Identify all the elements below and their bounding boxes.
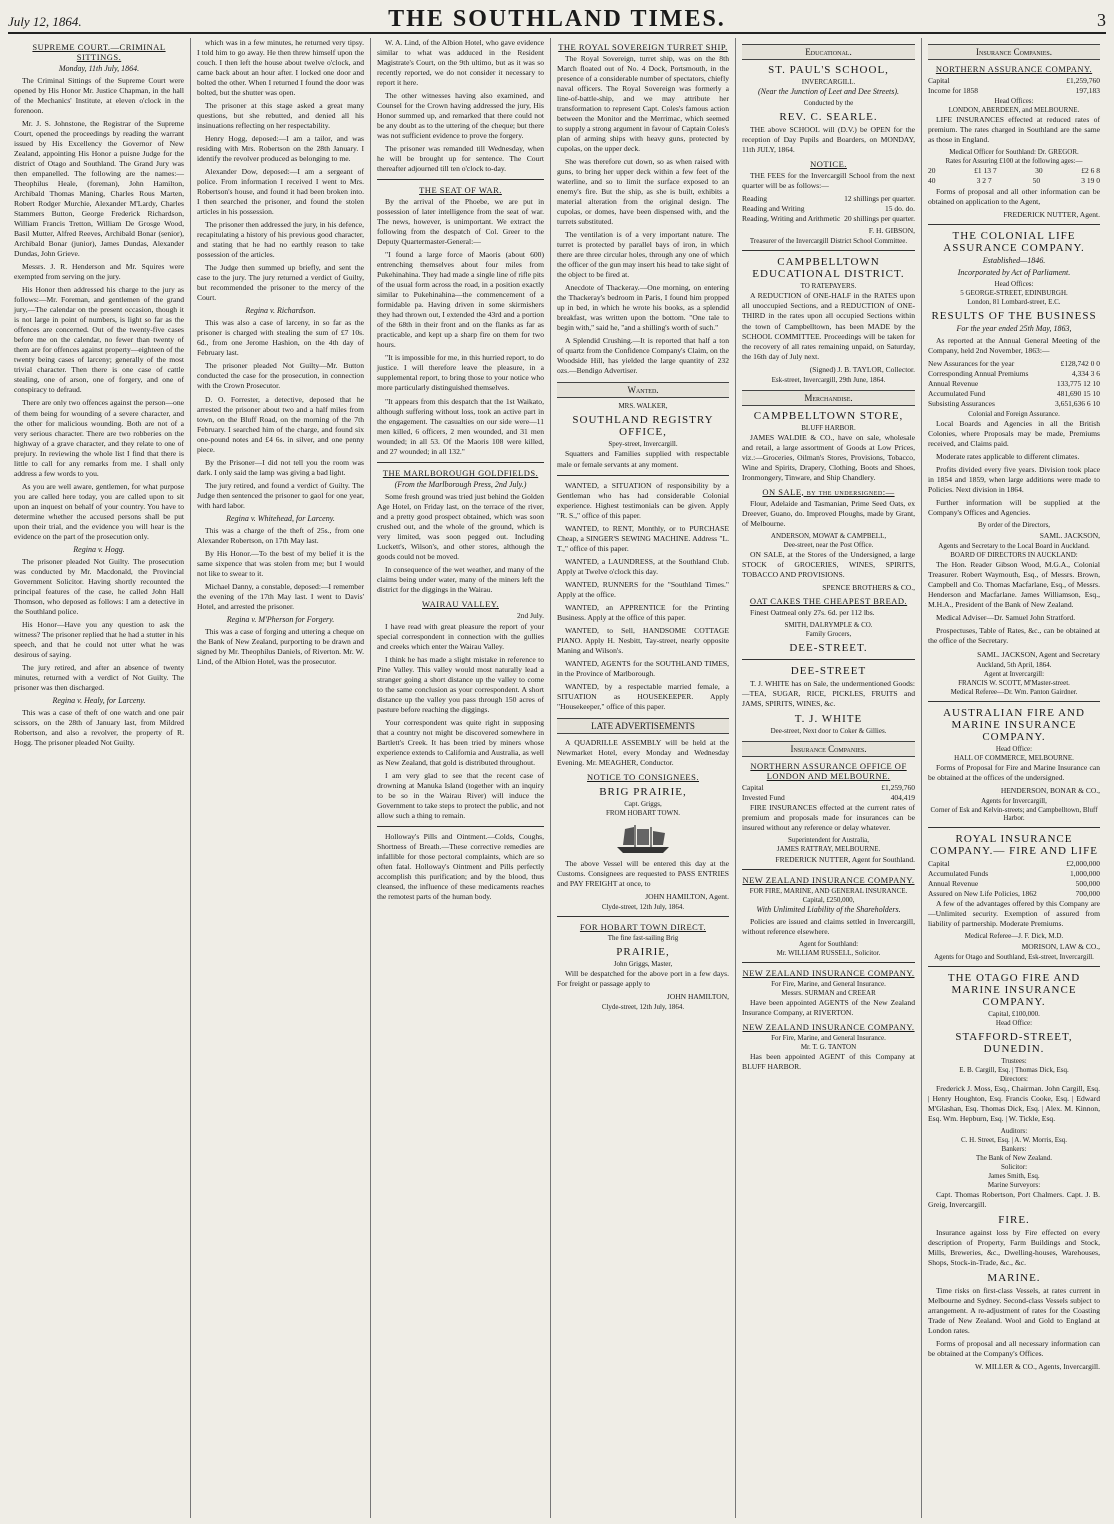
oatcakes-body: Finest Oatmeal only 27s. 6d. per 112 lbs.	[750, 607, 875, 617]
nz-insurance-names-2: Messrs. SURMAN and CREEAR	[781, 989, 876, 998]
store-sub: BLUFF HARBOR.	[801, 423, 856, 432]
nz-insurance-agent-label: Agent for Southland:	[798, 940, 859, 949]
article-paragraph: The prisoner was remanded till Wednesday, when he will be brought up for sentence. The Court thereafter adjourned till ten o'clock to-day.	[377, 144, 544, 174]
article-paragraph: I think he has made a slight mistake in reference to Pine Valley. This valley would most naturally lead a stranger going a short distance up the valley to come to the same conclusion as your correspondent. A short distance up the valley you pass through 150 acres of pasture before reaching the diggings.	[377, 654, 544, 714]
colonial-london: London, 81 Lombard-street, E.C.	[967, 297, 1061, 306]
wairau-heading: WAIRAU VALLEY.	[422, 598, 499, 609]
hobart-agent: JOHN HAMILTON,	[666, 991, 729, 1001]
colonial-signature-title: Agents and Secretary to the Local Board in Auckland.	[938, 542, 1090, 551]
wanted-ad: WANTED, AGENTS for the SOUTHLAND TIMES, in the Province of Marlborough.	[557, 658, 729, 678]
divider	[377, 826, 544, 827]
article-paragraph: The prisoner pleaded Not Guilty—Mr. Button conducted the case for the prosecution, in connection with the Crown Prosecutor.	[197, 361, 364, 391]
school-location: (Near the Junction of Leet and Dee Streets).	[758, 87, 899, 96]
white-name: T. J. WHITE	[794, 712, 863, 725]
article-paragraph: The Judge then summed up briefly, and sent the case to the jury. The jury returned a verdict of Guilty, but recommended the prisoner to the mercy of the Court.	[197, 263, 364, 303]
educational-heading: Educational.	[742, 44, 915, 60]
school-town: INVERCARGILL.	[801, 78, 856, 86]
article-paragraph: The ventilation is of a very important nature. The turret is protected by parallel bays of iron, in which there are three circular holes, through any one of which the officer of the gun may insert his head to take sight of the object to be fired at.	[557, 230, 729, 280]
life-body: LIFE INSURANCES effected at reduced rates of premium. The rates charged in Southland are the same as those in England.	[928, 115, 1100, 145]
brig-captain: Capt. Griggs,	[624, 799, 662, 808]
case-subhead: Regina v. M'Pherson for Forgery.	[226, 614, 335, 624]
australian-signature-2: Agents for Invercargill,	[981, 796, 1047, 805]
registry-address: Spey-street, Invercargill.	[608, 440, 678, 449]
nz-insurance-name-3: Mr. T. G. TANTON	[800, 1043, 857, 1052]
fire-body: Insurance against loss by Fire effected on every description of Property, Farm Buildings and Stock, Mills, Breweries, &c., Dwelling-houses, Warehouses, Shops, Stock-in-Trade, &c., &c.	[928, 1228, 1100, 1268]
royal-row: Accumulated Funds 1,000,000	[928, 868, 1100, 878]
article-paragraph: His Honor then addressed his charge to the jury as follows:—Mr. Foreman, and gentlemen of the grand jury,—The calendar on the present occasion, though it is not large in point of numbers, is light so far as the offences are concerned. Out of the twenty-five cases before me on the calendar, no fewer than twenty of them are for offences against property—eighteen of the twenty being cases of larceny; generally of the most trivial character. Then there is one case of cattle stealing, one of arson, one of forgery, and one of conspiracy to defraud.	[14, 285, 184, 395]
campbelltown-heading: CAMPBELLTOWN EDUCATIONAL DISTRICT.	[752, 256, 905, 281]
life-rates-label: Rates for Assuring £100 at the following ages:—	[945, 157, 1083, 166]
case-subhead: Regina v. Whitehead, for Larceny.	[226, 513, 335, 523]
smith-sub: Family Grocers,	[805, 629, 852, 638]
divider	[928, 701, 1100, 702]
smith-name: SMITH, DALRYMPLE & CO.	[784, 620, 873, 629]
article-paragraph: His Honor—Have you any question to ask the witness? The prisoner replied that he had a stutter in his speech, and that he could not utter what he was desirous of saying.	[14, 619, 184, 659]
medical-adviser: Medical Adviser—Dr. Samuel John Stratford.	[936, 613, 1076, 623]
school-conducted: Conducted by the	[803, 99, 854, 107]
article-paragraph: This was a case of forging and uttering a cheque on the Bank of New Zealand, purporting to be drawn and signed by Mr. Theophilus Daniels, of Riverton. Mr. W. Lind, of the Albion Hotel, was the prosecutor.	[197, 626, 364, 666]
results-row: Subsisting Assurances 3,651,636 6 10	[928, 399, 1100, 409]
article-paragraph: The jury retired, and after an absence of twenty minutes, returned with a verdict of Not Guilty. The prisoner was then discharged.	[14, 662, 184, 692]
otago-surveyors: Capt. Thomas Robertson, Port Chalmers. Capt. J. B. Greig, Invercargill.	[928, 1190, 1100, 1210]
onsale-body: Flour, Adelaide and Tasmanian, Prime Seed Oats, ex Dreever, Guano, do. Improved Ploughs, made by Grant, of Melbourne.	[742, 498, 915, 528]
article-paragraph: This was a case of theft of one watch and one pair scissors, on the 28th of January last, from Mildred Robertson, and also a revolver, the property of R. Hogg. The prisoner pleaded Not Guilty.	[14, 707, 184, 747]
case-subhead: Regina v. Hogg.	[73, 544, 125, 554]
colonial-foreign: Colonial and Foreign Assurance.	[968, 410, 1060, 419]
article-paragraph: Michael Danny, a constable, deposed:—I remember the evening of the 17th May last. I went to Davis' Hotel, and arrested the prisoner.	[197, 581, 364, 611]
campbelltown-signature: (Signed) J. B. TAYLOR, Collector.	[809, 364, 915, 374]
article-paragraph: As you are well aware, gentlemen, for what purpose you are called here today, you are called upon to sit upon an inquest on behalf of your country. You have to determine whether the accused persons shall be put upon their trial, and the evidence you will hear is the evidence on the part of the prosecution only.	[14, 481, 184, 541]
registry-body: Squatters and Families supplied with respectable male or female servants at any moment.	[557, 449, 729, 469]
fee-row: Reading 12 shillings per quarter.	[742, 194, 915, 204]
nz-insurance-sub-3: For Fire, Marine, and General Insurance.	[771, 1034, 886, 1043]
australian-body: Forms of Proposal for Fire and Marine Insurance can be obtained at the offices of the undersigned.	[928, 762, 1100, 782]
colonial-address: 5 GEORGE-STREET, EDINBURGH.	[960, 288, 1068, 297]
results-row: Corresponding Annual Premiums 4,334 3 6	[928, 368, 1100, 378]
divider	[742, 869, 915, 870]
marine-signature: W. MILLER & CO., Agents, Invercargill.	[975, 1362, 1100, 1372]
capital-row: Capital £1,259,760	[742, 782, 915, 792]
results-row: New Assurances for the year £128,742 0 0	[928, 358, 1100, 368]
royal-row: Assured on New Life Policies, 1862 700,000	[928, 888, 1100, 898]
nz-insurance-body: Policies are issued and claims settled in Invercargill, without reference elsewhere.	[742, 917, 915, 937]
seat-of-war-heading: THE SEAT OF WAR.	[419, 185, 502, 196]
column-1	[8, 38, 191, 1518]
superintendent-label: Superintendent for Australia,	[787, 836, 870, 845]
divider	[742, 962, 915, 963]
article-paragraph: By the arrival of the Phoebe, we are put in possession of later intelligence from the seat of war. The news, however, is unimportant. We extract the following from the despatch of Col. Greer to the Deputy Quartermaster-General:—	[377, 197, 544, 247]
otago-address: STAFFORD-STREET, DUNEDIN.	[955, 1031, 1073, 1056]
nz-insurance-body-2: Have been appointed AGENTS of the New Zealand Insurance Company, at RIVERTON.	[742, 998, 915, 1018]
campbelltown-body: A REDUCTION of ONE-HALF in the RATES upon all unoccupied Sections, and a REDUCTION of ONE-THIRD in the rates upon all occupied Sections within the town of Campbelltown, has been MADE by the SCHOOL COMMITTEE. Proceedings will be taken for the recovery of all rates remaining unpaid, on Saturday, the 16th day of July next.	[742, 291, 915, 361]
white-heading: DEE-STREET	[790, 664, 867, 677]
otago-bankers-label: Bankers:	[1001, 1145, 1027, 1154]
life-medical: Medical Officer for Southland: Dr. GREGOR.	[949, 148, 1079, 157]
wairau-date: 2nd July.	[516, 610, 544, 620]
campbelltown-address: Esk-street, Invercargill, 29th June, 1864.	[771, 375, 886, 384]
article-paragraph: "I found a large force of Maoris (about 600) entrenching themselves about four miles from Pukehinahina. They had made a single line of rifle pits of the usual form across the road, in a position exactly similar to Pukehinahina—the commencement of a formidable pa. Having driven in some skirmishers they had thrown out, I extended the 43rd and a portion of the 68th in their front and on the flanks as far as practicable, and kept up a sharp fire on them for two hours.	[377, 250, 544, 350]
secretary-signature: SAML. JACKSON, Agent and Secretary	[977, 649, 1100, 659]
rates-row: 20 £1 13 7 30 £2 6 8	[928, 166, 1100, 176]
hobart-ship: PRAIRIE,	[616, 945, 670, 958]
colonial-incorporated: Incorporated by Act of Parliament.	[957, 267, 1071, 277]
nz-insurance-sub-2: For Fire, Marine, and General Insurance.	[771, 980, 886, 989]
australian-heading: AUSTRALIAN FIRE AND MARINE INSURANCE COMPANY.	[943, 706, 1085, 743]
wanted-ad: WANTED, RUNNERS for the "Southland Times." Apply at the office.	[557, 579, 729, 599]
article-paragraph: Alexander Dow, deposed:—I am a sergeant of police. From information I received I went to Mrs. Robertson's house, and found it had been broken into. I then searched the prisoner, and found the stolen articles in his possession.	[197, 167, 364, 217]
article-paragraph: Henry Hogg, deposed:—I am a tailor, and was residing with Mrs. Robertson on the 28th January. I identify the revolver produced as belonging to me.	[197, 134, 364, 164]
article-paragraph: The Royal Sovereign, turret ship, was on the 8th March floated out of No. 4 Dock, Portsmouth, in the presence of a considerable number of spectators, chiefly naval officers. The Royal Sovereign was formerly a line-of-battle-ship, and we may attribute her transformation to represent Capt. Coles's famous action between the Monitor and the Merrimac, which seemed to supply a strong argument in favour of Captain Coles's plan of arming ships with heavy guns, protected by cupolas, on the upper deck.	[557, 54, 729, 154]
column-2	[191, 38, 371, 1518]
otago-directors: Frederick J. Moss, Esq., Chairman. John Cargill, Esq. | Henry Houghton, Esq. Francis Cooke, Esq. | Edward M'Glashan, Esq. Thomas Dick, Esq. | Alex. M. Kinnon, Esq. Wm. Hepburn, Esq. | W. Tickle, Esq.	[928, 1084, 1100, 1124]
divider	[928, 827, 1100, 828]
secretary-address: Auckland, 5th April, 1864.	[976, 660, 1052, 669]
article-paragraph: D. O. Forrester, a detective, deposed that he arrested the prisoner about two and a half miles from town, on the Bluff Road, on the morning of the 7th February. I searched him of the charge, and found six one-pound notes and £4 6s. in silver, and one penny piece.	[197, 394, 364, 454]
brig-agent: JOHN HAMILTON, Agent.	[645, 891, 729, 901]
sailing-ship-icon	[613, 821, 673, 855]
hobart-heading: FOR HOBART TOWN DIRECT.	[579, 921, 707, 932]
wanted-ad: WANTED, a LAUNDRESS, at the Southland Club. Apply at Twelve o'clock this day.	[557, 556, 729, 576]
article-paragraph: I have read with great pleasure the report of your special correspondent in connection with the gullies and creeks which enter the Wairau Valley.	[377, 621, 544, 651]
oatcakes-heading: OAT CAKES THE CHEAPEST BREAD.	[749, 595, 908, 606]
wanted-ad: WANTED, by a respectable married female, a SITUATION as HOUSEKEEPER. Apply "Housekeeper," office of this paper.	[557, 681, 729, 711]
article-paragraph: W. A. Lind, of the Albion Hotel, who gave evidence similar to what was adduced in the Resident Magistrate's Court, on the 9th ultimo, but as it was so recently reported, we do not consider it necessary to report it here.	[377, 38, 544, 88]
royal-body: A few of the advantages offered by this Company are—Unlimited security. Exemption of assured from liability of partnership. Moderate Premiums.	[928, 899, 1100, 929]
notice-body: THE FEES for the Invercargill School from the next quarter will be as follows:—	[742, 171, 915, 191]
columns	[8, 38, 1106, 1518]
superintendent-name: JAMES RATTRAY, MELBOURNE.	[776, 845, 881, 854]
wanted-ad: WANTED, a SITUATION of responsibility by a Gentleman who has had considerable Colonial experience. Highest testimonials can be given. Apply "R. S.," office of this paper.	[557, 480, 729, 520]
nz-insurance-heading-2: NEW ZEALAND INSURANCE COMPANY.	[742, 968, 915, 979]
article-paragraph: The other witnesses having also examined, and Counsel for the Crown having addressed the jury, His Honor summed up, and remarked that there could not be any doubt as to the uttering of the cheque; but there was not sufficient evidence to prove the forgery.	[377, 91, 544, 141]
results-body: As reported at the Annual General Meeting of the Company, held 2nd November, 1863:—	[928, 335, 1100, 355]
hobart-master: John Griggs, Master,	[613, 959, 673, 968]
article-paragraph: She was therefore cut down, so as when raised with guns, to bring her upper deck within a few feet of the waterline, and so to limit the surface exposed to an enemy's fire. But the ship, as she is built, exhibits a material alteration from the original design. The cupolas, or domes, have been dispensed with, and the turrets substituted.	[557, 157, 729, 227]
article-paragraph: This was a charge of the theft of 25s., from one Alexander Robertson, on 17th May last.	[197, 525, 364, 545]
fee-row: Reading and Writing 15 do. do.	[742, 204, 915, 214]
otago-trustees-label: Trustees:	[1001, 1057, 1027, 1066]
brig-name: BRIG PRAIRIE,	[599, 785, 687, 798]
smith-address: DEE-STREET.	[789, 641, 868, 654]
wanted-ad: WANTED, to Sell, HANDSOME COTTAGE PIANO. Apply H. Nesbitt, Tay-street, nearly opposite Maning and Wilson's.	[557, 625, 729, 655]
supreme-court-dateline: Monday, 11th July, 1864.	[58, 64, 140, 73]
article-paragraph: The prisoner then addressed the jury, in his defence, recapitulating a history of his previous good character, and stating that he had no earthly reason to take possession of the articles.	[197, 220, 364, 260]
fees-signature: F. H. GIBSON,	[868, 226, 915, 236]
board-body: The Hon. Reader Gibson Wood, M.G.A., Colonial Treasurer. Robert Waymouth, Esq., of Messrs. Brown, Campbell and Co. Thomas Macfarlane, Esq., of Messrs. Henderson and Macfarlane. James Williamson, Esq., M.H.A., President of the Bank of New Zealand.	[928, 560, 1100, 610]
column-4	[551, 38, 736, 1518]
colonial-rates: Moderate rates applicable to different climates.	[936, 452, 1080, 462]
brig-body: The above Vessel will be entered this day at the Customs. Consignees are requested to PASS ENTRIES and PAY FREIGHT at once, to	[557, 858, 729, 888]
invercargill-agent-label: Agent at Invercargill:	[983, 669, 1045, 678]
results-row: Annual Revenue 133,775 12 10	[928, 378, 1100, 388]
campbelltown-sub: TO RATEPAYERS.	[800, 282, 857, 291]
colonial-signature: SAML. JACKSON,	[1039, 531, 1100, 541]
prospectus: Prospectuses, Table of Rates, &c., can be obtained at the office of the Secretary.	[928, 626, 1100, 646]
wanted-ad: WANTED, an APPRENTICE for the Printing Business. Apply at the office of this paper.	[557, 602, 729, 622]
wanted-ad: WANTED, to RENT, Monthly, or to PURCHASE Cheap, a SINGER'S SEWING MACHINE. Address "L. T.," office of this paper.	[557, 523, 729, 553]
hobart-sub: The fine fast-sailing Brig	[607, 933, 679, 942]
divider	[557, 916, 729, 917]
insurance-heading: Insurance Companies.	[742, 741, 915, 757]
fire-agent: FREDERICK NUTTER, Agent for Southland.	[775, 855, 915, 865]
income-row: Income for 1858 197,183	[928, 86, 1100, 96]
holloway-advert: Holloway's Pills and Ointment.—Colds, Coughs, Shortness of Breath.—These corrective remedies are infallible for those pectoral complaints, which are so often fatal. Holloway's Ointment and Pills perfectly accomplish this purification; and by the blood, thus cleansed, the influence of these medicaments reaches the remotest parts of the human body.	[377, 832, 544, 902]
divider	[742, 659, 915, 660]
article-paragraph: "It appears from this despatch that the 1st Waikato, although suffering without loss, took an active part in the engagement. The casualties on our side were—11 men killed, 6 officers, 2 men wounded, and 31 men wounded; in all 53. Of the Maoris 108 were killed, and 27 wounded; in all 132."	[377, 396, 544, 456]
wanted-section-heading: Wanted.	[557, 382, 729, 398]
royal-heading: ROYAL INSURANCE COMPANY.— FIRE AND LIFE	[930, 832, 1098, 857]
results-sub: For the year ended 25th May, 1863,	[956, 323, 1072, 333]
colonial-heading: THE COLONIAL LIFE ASSURANCE COMPANY.	[943, 229, 1085, 254]
life-agent: FREDERICK NUTTER, Agent.	[1003, 209, 1100, 219]
case-subhead: Regina v. Richardson.	[245, 306, 316, 316]
white-body: T. J. WHITE has on Sale, the undermentioned Goods:—TEA, SUGAR, RICE, PICKLES, FRUITS and JAMS, SPIRITS, WINES, &c.	[742, 678, 915, 708]
nz-insurance-body-3: Has been appointed AGENT of this Company at BLUFF HARBOR.	[742, 1052, 915, 1072]
article-paragraph: The prisoner at this stage asked a great many questions, but she rebutted, and denied all his insinuations reflecting on her respectability.	[197, 101, 364, 131]
capital-row: Capital £1,259,760	[928, 76, 1100, 85]
marlborough-heading: THE MARLBOROUGH GOLDFIELDS.	[382, 467, 539, 478]
divider	[928, 224, 1100, 225]
marine-forms: Forms of proposal and all necessary information can be obtained at the Company's Offices.	[928, 1339, 1100, 1359]
column-6	[922, 38, 1106, 1518]
nz-insurance-sub: FOR FIRE, MARINE, AND GENERAL INSURANCE.	[749, 887, 908, 896]
invercargill-referee: Medical Referee—Dr. Wm. Panton Gairdner.	[950, 687, 1078, 696]
invested-row: Invested Fund 404,419	[742, 792, 915, 802]
colonial-further: Further information will be supplied at the Company's Offices and Agencies.	[928, 498, 1100, 518]
brig-date: Clyde-street, 12th July, 1864.	[601, 902, 685, 911]
merchandise-heading: Merchandise.	[742, 390, 915, 406]
australian-address: Corner of Esk and Kelvin-streets; and Campbelltown, Bluff Harbor.	[930, 805, 1098, 822]
otago-directors-label: Directors:	[1000, 1075, 1028, 1084]
otago-bankers: The Bank of New Zealand.	[976, 1154, 1052, 1163]
consignees-heading: NOTICE TO CONSIGNEES.	[587, 771, 699, 782]
school-reverend: REV. C. SEARLE.	[779, 111, 878, 123]
northern-office-heading: NORTHERN ASSURANCE OFFICE OF LONDON AND MELBOURNE.	[750, 760, 907, 781]
divider	[557, 475, 729, 476]
thackeray-anecdote: Anecdote of Thackeray.—One morning, on entering the Thackeray's bedroom in Paris, I found him propped up in bed, in which he wrote his books, as a splendid breakfast, was written upon the bottom. "One tale to begin with," said he, "and a shilling's worth of such."	[557, 283, 729, 333]
crushing-item: A Splendid Crushing.—It is reported that half a ton of quartz from the Confidence Company's Claim, on the Woodside Hill, has yielded the large quantity of 232 ozs.—Bendigo Advertiser.	[557, 336, 729, 376]
marlborough-source: (From the Marlborough Press, 2nd July.)	[394, 479, 527, 489]
article-paragraph: By His Honor.—To the best of my belief it is the same sixpence that was stolen from me; but I would not like to swear to it.	[197, 548, 364, 578]
article-paragraph: Some fresh ground was tried just behind the Golden Age Hotel, on Friday last, on the terrace of the river, and a pretty good prospect obtained, which was soon crushed out, and the whole of the ground, which is very limited, was soon pegged out. Including Luckett's, Wilson's, and other stores, although the goods could not be moved.	[377, 491, 544, 561]
colonial-body: Local Boards and Agencies in all the British Colonies, where Proposals may be made, Premiums received, and Claims paid.	[928, 419, 1100, 449]
divider	[377, 462, 544, 463]
nz-insurance-heading-3: NEW ZEALAND INSURANCE COMPANY.	[742, 1022, 915, 1033]
australian-hall: HALL OF COMMERCE, MELBOURNE.	[954, 753, 1074, 762]
fire-body: FIRE INSURANCES effected at the current rates of premium and proposals made for insurances can be insured without any reference or delay whatever.	[742, 803, 915, 833]
article-paragraph: There are only two offences against the person—one of them being for wounding of a severe character, and the other for malicious wounding. Both are not of a very serious character. There are two robberies on the highway of a grave character, and they relate to one of prejury. In reviewing the whole list I find that there is little to call for any remarks from me. I shall only address a few words to you.	[14, 398, 184, 478]
hobart-date: Clyde-street, 12th July, 1864.	[601, 1002, 685, 1011]
colonial-order: By order of the Directors,	[977, 521, 1051, 530]
otago-solicitor: James Smith, Esq.	[988, 1172, 1040, 1181]
notice-heading: NOTICE.	[810, 159, 847, 170]
nz-insurance-capital: Capital, £250,000,	[802, 896, 855, 905]
article-paragraph: By the Prisoner—I did not tell you the room was dark. I only said the lamp was giving a bad light.	[197, 457, 364, 477]
newspaper-title: THE SOUTHLAND TIMES.	[388, 6, 726, 32]
anderson-address: Dee-street, near the Post Office.	[783, 540, 874, 549]
otago-surveyors-label: Marine Surveyors:	[987, 1181, 1041, 1190]
royal-signature: MORISON, LAW & CO.,	[1021, 942, 1100, 952]
nz-insurance-heading: NEW ZEALAND INSURANCE COMPANY.	[742, 875, 915, 886]
masthead	[8, 6, 1106, 34]
otago-heading: THE OTAGO FIRE AND MARINE INSURANCE COMPANY.	[947, 972, 1081, 1009]
supreme-court-heading: SUPREME COURT.—CRIMINAL SITTINGS.	[32, 42, 166, 62]
results-heading: RESULTS OF THE BUSINESS	[931, 309, 1097, 322]
head-offices-label: Head Offices:	[994, 97, 1034, 106]
marine-body: Time risks on first-class Vessels, at rates current in Melbourne and Sydney. Second-class Vessels subject to arrangement. A re-adjustment of rates for the Coasting Trade of New Zealand. Wool and Gold to England at London rates.	[928, 1286, 1100, 1336]
case-subhead: Regina v. Healy, for Larceny.	[52, 695, 146, 705]
colonial-established: Established—1846.	[982, 255, 1046, 265]
store-body: JAMES WALDIE & CO., have on sale, wholesale and retail, a large assortment of Goods at Low Prices, viz.:—Groceries, Oilman's Stores, Provisions, Tobacco, Wine and Spirits, Drapery, Clothing, Boots and Shoes, Ironmongery, Tinware, and Ship Chandlery.	[742, 432, 915, 482]
page-number: 3	[1097, 10, 1106, 30]
otago-head-label: Head Office:	[995, 1019, 1033, 1028]
nz-insurance-agent: Mr. WILLIAM RUSSELL, Solicitor.	[776, 949, 881, 958]
nz-insurance-liability: With Unlimited Liability of the Shareholders.	[756, 905, 901, 915]
school-body: THE above SCHOOL will (D.V.) be OPEN for the reception of Day Pupils and Boarders, on MONDAY, 11th JULY, 1864.	[742, 125, 915, 155]
article-paragraph: Mr. J. S. Johnstone, the Registrar of the Supreme Court, opened the proceedings by reading the warrant issued by His Excellency the Governor of New Zealand, appointing His Honor a puisne Judge for the district of Otago and Southland. The Grand Jury was then empanelled. The following are the names:—Theophilus Heale, (foreman), John Hamilton, Archibald Thomas Maning, Charles Rous Marten, Robert Rodger Murchie, Alexander M'Lardy, Charles Stammers Button, George Frederick Richardson, William Francis Tretton, William De Grosge Wood, Basil Mutter, Alfred Reeves, Archibald Bonar (senior), Archibald Bonar (junior), James Dundas, Alexander Dundas, John Grieve.	[14, 119, 184, 259]
article-paragraph: Your correspondent was quite right in supposing that a country not might be discovered somewhere in Bartlett's Creek. It has been tried by miners whose experience extends to California and Australia, as well as New Zealand, that gold is distributed throughout.	[377, 717, 544, 767]
quadrille-ad: A QUADRILLE ASSEMBLY will be held at the Newmarket Hotel, every Monday and Wednesday Evening. Mr. MEAGHER, Conductor.	[557, 737, 729, 767]
head-offices-cities: LONDON, ABERDEEN, and MELBOURNE.	[948, 106, 1080, 115]
life-forms: Forms of proposal and all other information can be obtained on application to the Agent,	[928, 186, 1100, 206]
royal-row: Capital £2,000,000	[928, 858, 1100, 868]
divider	[742, 250, 915, 251]
colonial-profits: Profits divided every five years. Division took place in 1854 and 1859, when large additions were made to Policies. Next division in 1864.	[928, 465, 1100, 495]
australian-signature: HENDERSON, BONAR & CO.,	[1000, 785, 1100, 795]
article-paragraph: The prisoner pleaded Not Guilty. The prosecution was conducted by Mr. Macdonald, the Provincial Government Solicitor. Having shortly recounted the principal features of the case, he called John Hall Thomson, who deposed as follows: I am a detective in the Southland police.	[14, 556, 184, 616]
otago-capital: Capital, £100,000.	[988, 1010, 1040, 1019]
issue-date: July 12, 1864.	[8, 14, 82, 29]
royal-referee: Medical Referee—J. F. Dick, M.D.	[964, 932, 1064, 941]
article-paragraph: Messrs. J. R. Henderson and Mr. Squires were exempted from serving on the jury.	[14, 262, 184, 282]
store-heading: CAMPBELLTOWN STORE,	[753, 409, 904, 422]
insurance-heading: Insurance Companies.	[928, 44, 1100, 60]
divider	[928, 966, 1100, 967]
royal-row: Annual Revenue 500,000	[928, 878, 1100, 888]
otago-solicitor-label: Solicitor:	[1000, 1163, 1028, 1172]
onsale-heading: ON SALE, by the undersigned:—	[762, 486, 895, 497]
northern-heading: NORTHERN ASSURANCE COMPANY.	[935, 64, 1093, 74]
australian-head-label: Head Office:	[995, 744, 1033, 753]
fee-row: Reading, Writing and Arithmetic 20 shillings per quarter.	[742, 214, 915, 224]
column-5	[736, 38, 922, 1518]
otago-auditors: C. H. Street, Esq. | A. W. Morris, Esq.	[960, 1136, 1067, 1145]
royal-signature-2: Agents for Otago and Southland, Esk-street, Invercargill.	[934, 953, 1094, 962]
invercargill-agent: FRANCIS W. SCOTT, M'Master-street.	[958, 678, 1070, 687]
otago-trustees: E. B. Cargill, Esq. | Thomas Dick, Esq.	[959, 1066, 1069, 1075]
article-paragraph: The jury retired, and found a verdict of Guilty. The Judge then sentenced the prisoner to gaol for one year, with hard labor.	[197, 480, 364, 510]
rates-row: 40 3 2 7 50 3 19 0	[928, 176, 1100, 186]
white-address: Dee-street, Next door to Coker & Gillies.	[770, 726, 887, 735]
column-3	[371, 38, 551, 1518]
article-paragraph: which was in a few minutes, he returned very tipsy. I told him to go away. He then threw himself upon the couch. I then left the house about twelve o'clock, and came back about an hour after. I locked one door and bolted the other. When I returned I found the door was bolted, but the shutter was open.	[197, 38, 364, 98]
registry-title: SOUTHLAND REGISTRY OFFICE,	[572, 414, 714, 439]
hobart-body: Will be despatched for the above port in a few days. For freight or passage apply to	[557, 968, 729, 988]
article-paragraph: This was also a case of larceny, in so far as the prisoner is charged with stealing the sum of £7 10s. 6d., from one Jerome Hashion, on the 4th day of February last.	[197, 318, 364, 358]
registry-name: MRS. WALKER,	[618, 402, 668, 411]
board-heading: BOARD OF DIRECTORS IN AUCKLAND:	[950, 551, 1078, 560]
article-paragraph: The Criminal Sittings of the Supreme Court were opened by His Honor Mr. Justice Chapman, in the hall of the Mechanics' Institute, at eleven o'clock in the forenoon.	[14, 76, 184, 116]
late-ads-heading: LATE ADVERTISEMENTS	[557, 718, 729, 734]
article-paragraph: "It is impossible for me, in this hurried report, to do justice. I will therefore leave the pleasure, in a supplemental report, to bring those to your notice who more particularly distinguished themselves.	[377, 353, 544, 393]
royal-sovereign-heading: THE ROYAL SOVEREIGN TURRET SHIP.	[558, 42, 728, 52]
divider	[377, 179, 544, 180]
fire-heading: FIRE.	[998, 1214, 1030, 1227]
provisions-body: ON SALE, at the Stores of the Undersigned, a large STOCK of GROCERIES, WINES, SPIRITS, TOBACCO AND PROVISIONS.	[742, 549, 915, 579]
marine-heading: MARINE.	[987, 1272, 1041, 1285]
colonial-head-label: Head Offices:	[994, 279, 1034, 288]
article-paragraph: In consequence of the wet weather, and many of the claims being under water, many of the miners left the district for the diggings in the Wairau.	[377, 564, 544, 594]
results-row: Accumulated Fund 481,690 15 10	[928, 388, 1100, 398]
article-paragraph: I am very glad to see that the recent case of drowning at Manuka Island (together with an inquiry to be so in the Wairau River) will induce the Government to take steps to protect the public, and not allow such a thing to remain.	[377, 770, 544, 821]
spence-signature: SPENCE BROTHERS & CO.,	[822, 582, 915, 592]
anderson-name: ANDERSON, MOWAT & CAMPBELL,	[770, 531, 887, 540]
school-name: ST. PAUL'S SCHOOL,	[768, 64, 889, 76]
fees-signature-title: Treasurer of the Invercargill District School Committee.	[749, 237, 908, 246]
otago-auditors-label: Auditors:	[1000, 1127, 1028, 1136]
brig-origin: FROM HOBART TOWN.	[605, 808, 681, 817]
